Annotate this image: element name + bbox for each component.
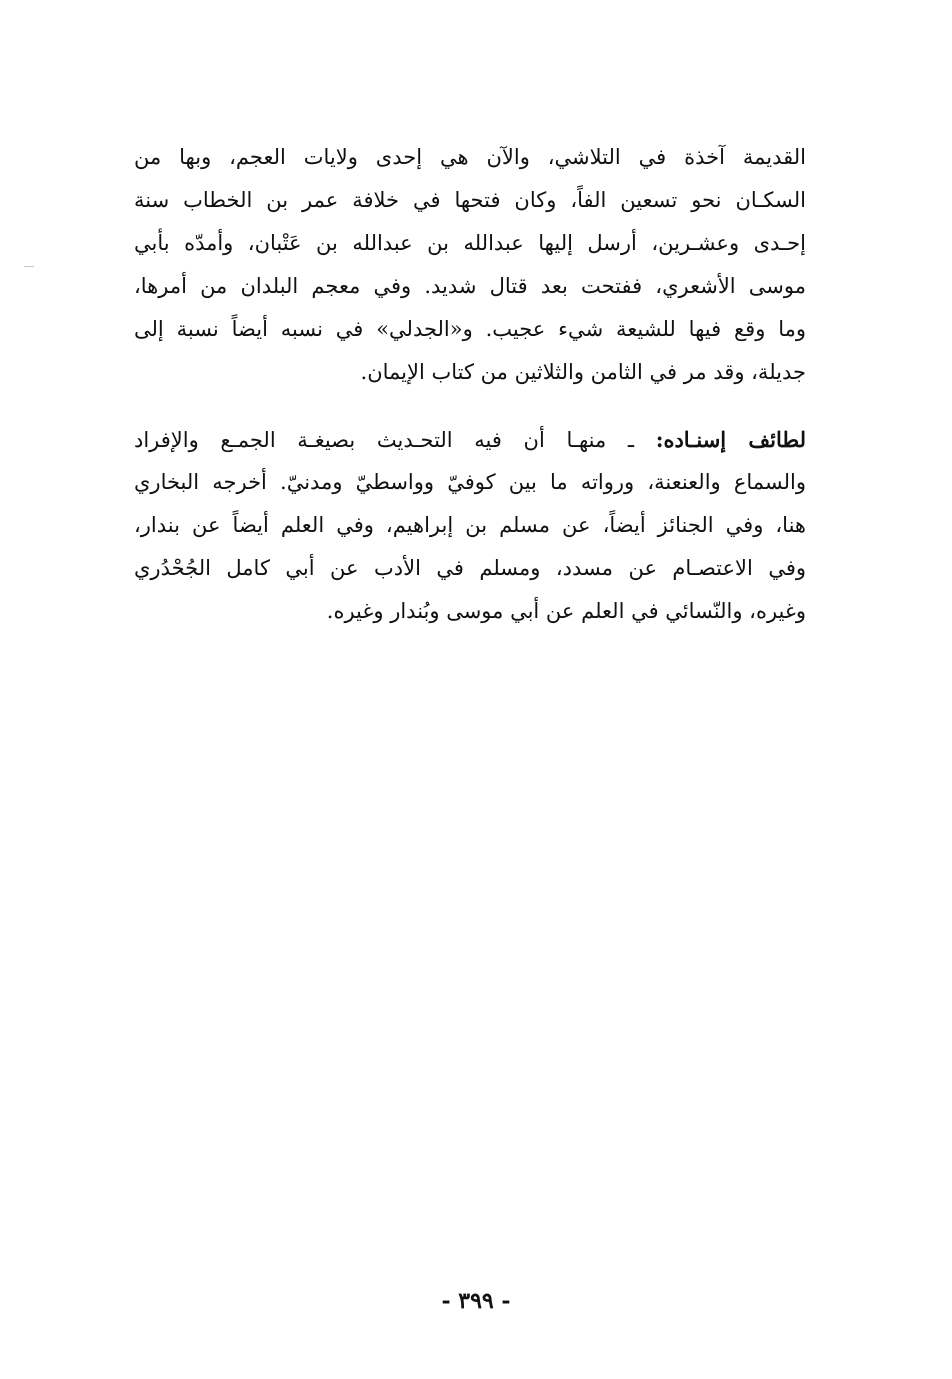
section-heading: لطائف إسنـاده: (655, 427, 806, 452)
paragraph-2 (134, 418, 806, 633)
paragraph-line: السكـان نحو تسعين الفاً، وكان فتحها في خلافة عمر بن الخطاب سنة (134, 188, 806, 212)
paragraph-line: القديمة آخذة في التلاشي، والآن هي إحدى ولايات العجم، وبها من (134, 145, 806, 169)
paragraph-first-line (134, 418, 806, 461)
margin-speck (24, 266, 34, 267)
paragraph-line: هنا، وفي الجنائز أيضاً، عن مسلم بن إبراهيم، وفي العلم أيضاً عن بندار، (134, 513, 806, 537)
first-line-text: ـ منهـا أن فيه التحـديث بصيغـة الجمـع والإفراد (134, 428, 656, 452)
paragraph-line: جديلة، وقد مر في الثامن والثلاثين من كتاب الإيمان. (360, 360, 806, 384)
paragraph-line: وما وقع فيها للشيعة شيء عجيب. و«الجدلي» في نسبه أيضاً نسبة إلى (134, 317, 806, 341)
paragraph-line: والسماع والعنعنة، ورواته ما بين كوفيّ وواسطيّ ومدنيّ. أخرجه البخاري (134, 470, 806, 494)
paragraph-line: إحـدى وعشـرين، أرسل إليها عبدالله بن عبدالله بن عَتْبان، وأمدّه بأبي (134, 231, 806, 255)
paragraph-line: وفي الاعتصـام عن مسدد، ومسلم في الأدب عن أبي كامل الجُحْدُري (134, 556, 806, 580)
paragraph-line: وغيره، والنّسائي في العلم عن أبي موسى وبُندار وغيره. (326, 599, 806, 623)
paragraph-1 (134, 136, 806, 394)
page-number: - ٣٩٩ - (441, 1288, 511, 1314)
paragraph-line: موسى الأشعري، ففتحت بعد قتال شديد. وفي معجم البلدان من أمرها، (134, 274, 806, 298)
